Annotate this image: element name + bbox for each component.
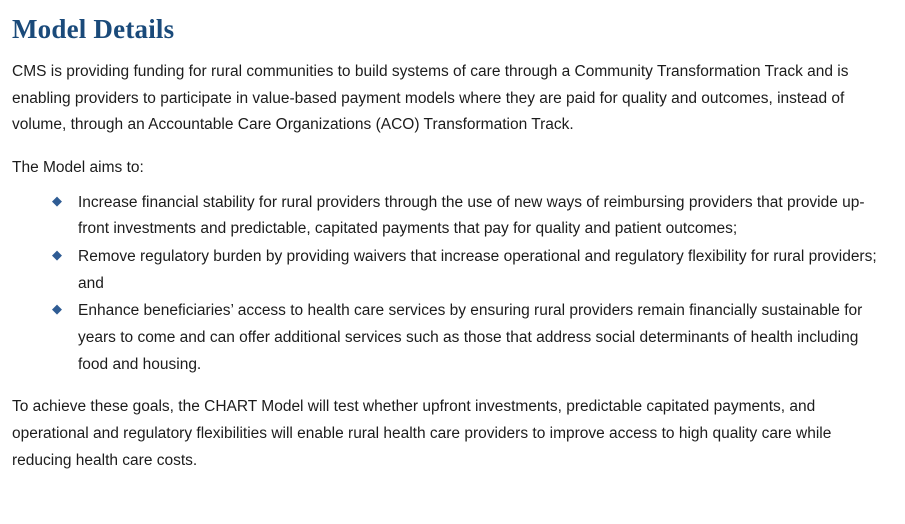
list-item-text: Remove regulatory burden by providing waivers that increase operational and regulatory flexibility for rural providers; and bbox=[78, 247, 877, 292]
list-item-text: Increase financial stability for rural providers through the use of new ways of reimbursing providers that provide up-front investments and predictable, capitated payments that pay for quality and patient outcomes; bbox=[78, 193, 865, 238]
diamond-bullet-icon: ◆ bbox=[52, 192, 62, 208]
list-item bbox=[52, 244, 881, 297]
list-item bbox=[52, 298, 881, 378]
list-item-text: Enhance beneficiaries’ access to health care services by ensuring rural providers remain financially sustainable for years to come and can offer additional services such as those that address social determinants of health including food and housing. bbox=[78, 302, 863, 373]
aims-lead-in: The Model aims to: bbox=[12, 158, 144, 176]
closing-paragraph: To achieve these goals, the CHART Model will test whether upfront investments, predictable capitated payments, and operational and regulatory flexibilities will enable rural health care providers to improve access to high quality care while reducing health care costs. bbox=[12, 398, 832, 469]
diamond-bullet-icon: ◆ bbox=[52, 246, 62, 262]
model-aims-list bbox=[12, 190, 881, 379]
diamond-bullet-icon: ◆ bbox=[52, 301, 62, 317]
intro-paragraph: CMS is providing funding for rural communities to build systems of care through a Community Transformation Track and is enabling providers to participate in value-based payment models where they are paid for quality and outcomes, instead of volume, through an Accountable Care Organizations (ACO) Transformation Track. bbox=[12, 63, 849, 134]
list-item bbox=[52, 190, 881, 243]
page-title: Model Details bbox=[12, 14, 175, 44]
